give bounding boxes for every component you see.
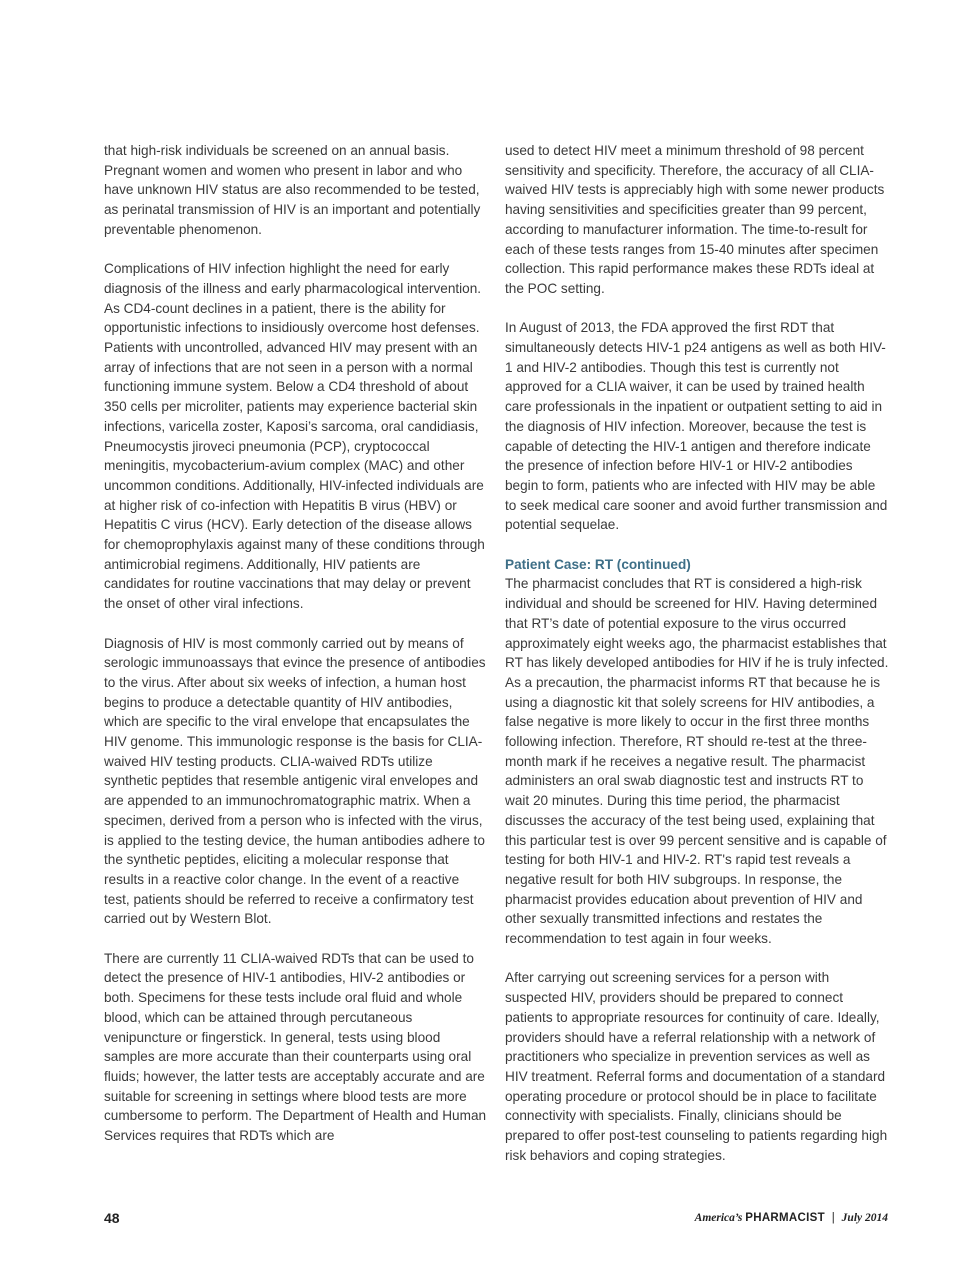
masthead-divider: |: [831, 1212, 835, 1224]
left-column: [104, 141, 488, 1146]
magazine-masthead: [695, 1212, 888, 1224]
masthead-title: PHARMACIST: [745, 1212, 825, 1224]
patient-case-heading: Patient Case: RT (continued): [505, 556, 691, 572]
paragraph-complications: Complications of HIV infection highlight the need for early diagnosis of the illness and early pharmacological intervention. As CD4-count declines in a patient, there is the ability for opportunistic infections to insidiously overcome host defenses. Patients with uncontrolled, advanced HIV may present with an array of infections that are not seen in a person with a normal functioning immune system. Below a CD4 threshold of about 350 cells per microliter, patients may experience bacterial skin infections, varicella zoster, Kaposi’s sarcoma, oral candidiasis, Pneumocystis jiroveci pneumonia (PCP), cryptococcal meningitis, mycobacterium-avium complex (MAC) and other uncommon conditions. Additionally, HIV-infected individuals are at higher risk of co-infection with Hepatitis B virus (HBV) or Hepatitis C virus (HCV). Early detection of the disease allows for chemoprophylaxis against many of these conditions through antimicrobial regimens. Additionally, HIV patients are candidates for routine vaccinations that may delay or prevent the onset of other viral infections.: [104, 261, 485, 612]
masthead-italic-word: America’s: [694, 1212, 743, 1224]
page-number: 48: [104, 1210, 120, 1226]
paragraph-screening-recommendation: that high-risk individuals be screened on an annual basis. Pregnant women and women who present in labor and who have unknown HIV status are also recommended to be tested, as perinatal transmission of HIV is an important and potentially preventable phenomenon.: [104, 143, 481, 237]
paragraph-sensitivity-threshold: used to detect HIV meet a minimum threshold of 98 percent sensitivity and specificity. Therefore, the accuracy of all CLIA-waived HIV tests is appreciably high with some newer products having sensitivities and specificities greater than 99 percent, according to manufacturer information. The time-to-result for each of these tests ranges from 15-40 minutes after specimen collection. This rapid performance makes these RDTs ideal at the POC setting.: [505, 143, 885, 296]
issue-date: July 2014: [841, 1212, 888, 1224]
right-column: [505, 141, 889, 1166]
paragraph-diagnosis: Diagnosis of HIV is most commonly carried out by means of serologic immunoassays that evince the presence of antibodies to the virus. After about six weeks of infection, a human host begins to produce a detectable quantity of HIV antibodies, which are specific to the viral envelope that encapsulates the HIV genome. This immunologic response is the basis for CLIA-waived HIV testing products. CLIA-waived RDTs utilize synthetic peptides that resemble antigenic viral envelopes and are appended to an immunochromatographic matrix. When a specimen, derived from a person who is infected with the virus, is applied to the testing device, the human antibodies adhere to the synthetic peptides, eliciting a molecular response that results in a reactive color change. In the event of a reactive test, patients should be referred to receive a confirmatory test carried out by Western Blot.: [104, 635, 486, 927]
page-footer: [104, 1210, 888, 1232]
paragraph-continuity-of-care: After carrying out screening services for a person with suspected HIV, providers should be prepared to connect patients to appropriate resources for continuity of care. Ideally, providers should have a referral relationship with a network of practitioners who specialize in prevention services as well as HIV treatment. Referral forms and documentation of a standard operating procedure or protocol should be in place to facilitate connectivity with specialists. Finally, clinicians should be prepared to offer post-test counseling to patients regarding high risk behaviors and coping strategies.: [505, 970, 888, 1163]
patient-case-paragraph: The pharmacist concludes that RT is considered a high-risk individual and should be screened for HIV. Having determined that RT’s date of potential exposure to the virus occurred approximately eight weeks ago, the pharmacist establishes that RT has likely developed antibodies for HIV if he is truly infected. As a precaution, the pharmacist informs RT that because he is using a diagnostic kit that solely screens for HIV antibodies, a false negative is more likely to occur in the first three months following infection. Therefore, RT should re-test at the three-month mark if he receives a negative result. The pharmacist administers an oral swab diagnostic test and instructs RT to wait 20 minutes. During this time period, the pharmacist discusses the accuracy of the test being used, explaining that this particular test is over 99 percent sensitive and is capable of testing for both HIV-1 and HIV-2. RT's rapid test reveals a negative result for both HIV subgroups. In response, the pharmacist provides education about prevention of HIV and other sexually transmitted infections and restates the recommendation to test again in four weeks.: [505, 576, 889, 947]
patient-case-section: [505, 555, 889, 949]
paragraph-fda-approval: In August of 2013, the FDA approved the first RDT that simultaneously detects HIV-1 p24 antigens as well as both HIV-1 and HIV-2 antibodies. Though this test is currently not approved for a CLIA waiver, it can be used by trained health care professionals in the inpatient or outpatient setting to aid in the diagnosis of HIV infection. Moreover, because the test is capable of detecting the HIV-1 antigen and therefore indicate the presence of infection before HIV-1 or HIV-2 antibodies begin to form, patients who are infected with HIV may be able to seek medical care sooner and avoid further transmission and potential sequelae.: [505, 320, 888, 533]
paragraph-clia-waived-rdts: There are currently 11 CLIA-waived RDTs that can be used to detect the presence of HIV-1 antibodies, HIV-2 antibodies or both. Specimens for these tests include oral fluid and whole blood, which can be attained through percutaneous venipuncture or fingerstick. In general, tests using blood samples are more accurate than their counterparts using oral fluids; however, the latter tests are acceptably accurate and are suitable for screening in settings where blood tests are more cumbersome to perform. The Department of Health and Human Services requires that RDTs which are: [104, 950, 487, 1144]
